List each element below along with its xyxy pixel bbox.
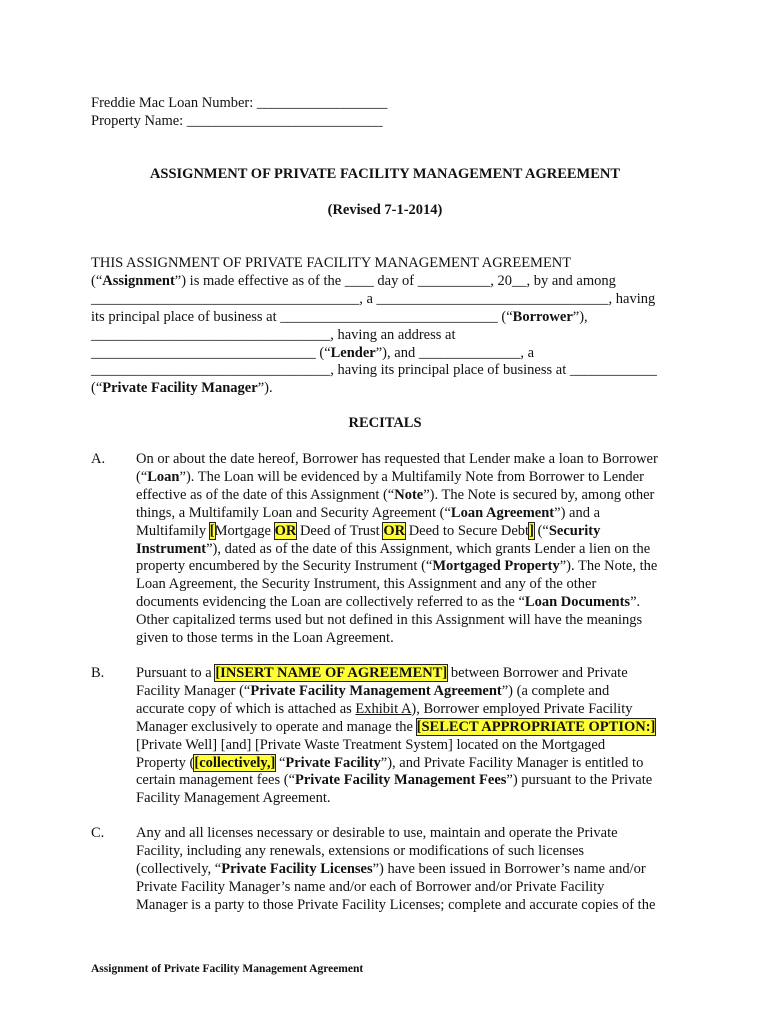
collectively-highlight: [collectively,] — [194, 754, 276, 771]
page-footer: Assignment of Private Facility Management Agreement — [91, 963, 364, 975]
select-option-highlight: [SELECT APPROPRIATE OPTION:] — [416, 718, 656, 735]
recital-text: Pursuant to a [INSERT NAME OF AGREEMENT] between Borrower and Private Facility Manager (“Private Facility Management Agreement”) (a complete and accurate copy of which is attached as Exhibit A), Borrower employed Private Facility Manager exclusively to operate and manage the [SELECT APPROPRIATE OPTION:] [Private Well] [and] [Private Waste Treatment System] located on the Mortgaged Property ([collectively,] “Private Facility”), and Private Facility Manager is entitled to certain management fees (“Private Facility Management Fees”) pursuant to the Private Facility Management Agreement. — [136, 665, 656, 807]
recital-letter: B. — [91, 665, 105, 681]
recital-text: On or about the date hereof, Borrower has requested that Lender make a loan to Borrower (“Loan”). The Loan will be evidenced by a Multifamily Note from Borrower to Lender effective as of the date of this Assignment (“Note”). The Note is secured by, among other things, a Multifamily Loan and Security Agreement (“Loan Agreement”) and a Multifamily [Mortgage OR Deed of Trust OR Deed to Secure Debt] (“Security Instrument”), dated as of the date of this Assignment, which grants Lender a lien on the property encumbered by the Security Instrument (“Mortgaged Property”). The Note, the Loan Agreement, the Security Instrument, this Assignment and any of the other documents evidencing the Loan are collectively referred to as the “Loan Documents”. Other capitalized terms used but not defined in this Assignment will have the meanings given to those terms in the Loan Agreement. — [136, 451, 658, 647]
loan-number-line: Freddie Mac Loan Number: __________________ — [91, 95, 388, 111]
insert-agreement-highlight: [INSERT NAME OF AGREEMENT] — [215, 665, 448, 681]
bracket-highlight: ] — [529, 522, 534, 539]
recital-letter: A. — [91, 451, 106, 467]
revision-date: (Revised 7-1-2014) — [327, 202, 443, 218]
bracket-highlight: [ — [209, 522, 215, 539]
or-highlight: OR — [274, 522, 297, 539]
document-header — [91, 94, 387, 130]
recitals-heading: RECITALS — [348, 415, 422, 431]
document-title: ASSIGNMENT OF PRIVATE FACILITY MANAGEMENT AGREEMENT — [149, 166, 621, 182]
exhibit-a-reference: Exhibit A — [355, 700, 412, 717]
intro-paragraph: THIS ASSIGNMENT OF PRIVATE FACILITY MANAGEMENT AGREEMENT (“Assignment”) is made effective as of the ____ day of __________, 20__, by and among _____________________________________, a ________________________________, having its principal place of business at ______________________________ (“Borrower”), _________________________________, having an address at _______________________________ (“Lender”), and ______________, a _________________________________, having its principal place of business at ____________ (“Private Facility Manager”). — [91, 255, 657, 397]
recital-letter: C. — [91, 825, 105, 841]
property-name-line: Property Name: ___________________________ — [91, 113, 383, 129]
or-highlight: OR — [383, 522, 406, 539]
recital-text: Any and all licenses necessary or desirable to use, maintain and operate the Private Facility, including any renewals, extensions or modifications of such licenses (collectively, “Private Facility Licenses”) have been issued in Borrower’s name and/or Private Facility Manager’s name and/or each of Borrower and/or Private Facility Manager is a party to those Private Facility Licenses; complete and accurate copies of the — [136, 825, 656, 913]
